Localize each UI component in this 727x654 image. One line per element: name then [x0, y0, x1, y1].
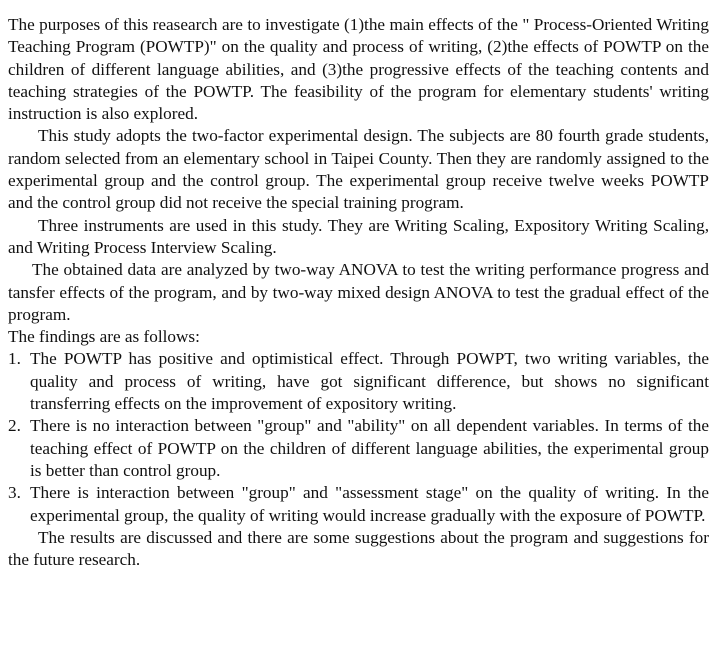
design-paragraph: This study adopts the two-factor experimental design. The subjects are 80 fourth grade students, random selected from an elementary school in Taipei County. Then they are randomly assigned to the experimental group and the control group. The experimental group receive twelve weeks POWTP and the control group did not receive the special training program.: [8, 126, 709, 213]
finding-item: [8, 348, 709, 415]
conclusion-paragraph: The results are discussed and there are some suggestions about the program and suggestions for the future research.: [8, 527, 709, 570]
finding-number: 3.: [8, 483, 21, 503]
purpose-paragraph: The purposes of this reasearch are to investigate (1)the main effects of the " Process-Oriented Writing Teaching Program (POWTP)" on the quality and process of writing, (2)the effects of POWTP on the children of different language abilities, and (3)the progressive effects of the teaching contents and teaching strategies of the POWTP. The feasibility of the program for elementary students' writing instruction is also explored.: [8, 15, 709, 124]
analysis-paragraph: The obtained data are analyzed by two-way ANOVA to test the writing performance progress and tansfer effects of the program, and by two-way mixed design ANOVA to test the gradual effect of the program.: [8, 260, 709, 324]
instruments-paragraph: Three instruments are used in this study. They are Writing Scaling, Expository Writing Scaling, and Writing Process Interview Scaling.: [8, 215, 709, 257]
finding-text: The POWTP has positive and optimistical effect. Through POWPT, two writing variables, the quality and process of writing, have got significant difference, but shows no significant transferring effects on the improvement of expository writing.: [30, 349, 709, 414]
finding-number: 1.: [8, 349, 21, 369]
findings-heading: The findings are as follows:: [8, 327, 200, 347]
finding-text: There is no interaction between "group" and "ability" on all dependent variables. In terms of the teaching effect of POWTP on the children of different language abilities, the experimental group is better than control group.: [30, 416, 709, 480]
finding-text: There is interaction between "group" and "assessment stage" on the quality of writing. In the experimental group, the quality of writing would increase gradually with the exposure of POWTP.: [30, 483, 709, 525]
finding-item: [8, 415, 709, 482]
finding-item: [8, 482, 709, 527]
finding-number: 2.: [8, 416, 21, 436]
findings-list: [8, 348, 709, 526]
